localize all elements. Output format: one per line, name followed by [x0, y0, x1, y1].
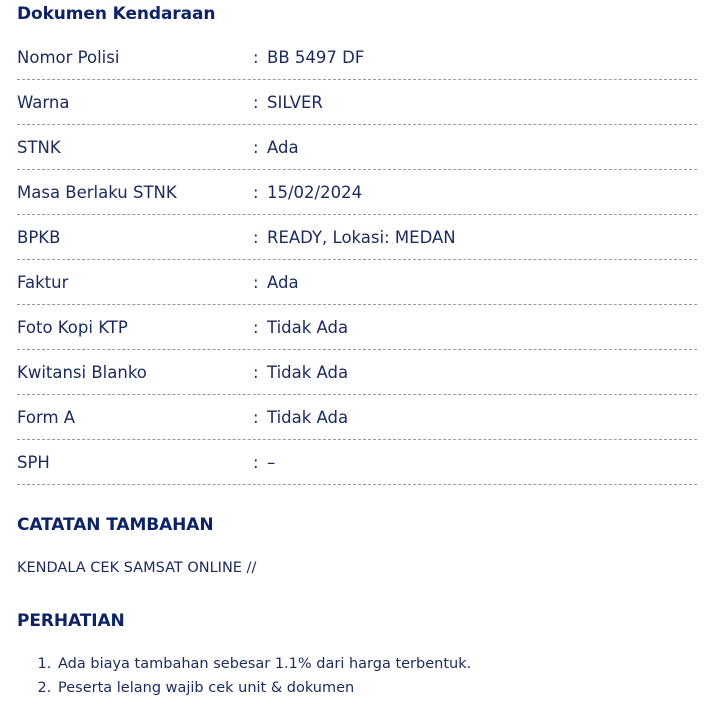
list-item: 1. Ada biaya tambahan sebesar 1.1% dari harga terbentuk.	[56, 652, 471, 676]
row-colon: :	[253, 317, 259, 337]
row-label: Kwitansi Blanko	[17, 362, 147, 382]
row-faktur	[17, 260, 697, 305]
row-label: Warna	[17, 92, 70, 112]
row-colon: :	[253, 362, 259, 382]
row-label: BPKB	[17, 227, 61, 247]
row-masa-berlaku-stnk	[17, 170, 697, 215]
row-bpkb	[17, 215, 697, 260]
row-value: Tidak Ada	[267, 407, 349, 427]
perhatian-list	[17, 652, 471, 700]
row-foto-kopi-ktp	[17, 305, 697, 350]
row-label: Nomor Polisi	[17, 48, 120, 67]
catatan-tambahan-text: KENDALA CEK SAMSAT ONLINE //	[17, 560, 257, 576]
row-colon: :	[253, 182, 259, 202]
row-value: SILVER	[267, 92, 323, 112]
row-value: 15/02/2024	[267, 182, 363, 202]
row-value: Ada	[267, 272, 299, 292]
row-colon: :	[253, 452, 259, 472]
row-colon: :	[253, 48, 259, 67]
row-kwitansi-blanko	[17, 350, 697, 395]
row-form-a	[17, 395, 697, 440]
row-label: Foto Kopi KTP	[17, 317, 128, 337]
list-item: 2. Peserta lelang wajib cek unit & dokumen	[56, 676, 471, 700]
row-value: BB 5497 DF	[267, 48, 365, 67]
perhatian-title: PERHATIAN	[17, 611, 125, 631]
row-label: STNK	[17, 137, 61, 157]
row-sph	[17, 440, 697, 485]
row-value: Tidak Ada	[267, 317, 349, 337]
row-warna	[17, 80, 697, 125]
row-value: READY, Lokasi: MEDAN	[267, 227, 456, 247]
row-colon: :	[253, 92, 259, 112]
row-stnk	[17, 125, 697, 170]
row-value: Tidak Ada	[267, 362, 349, 382]
catatan-tambahan-title: CATATAN TAMBAHAN	[17, 515, 214, 535]
row-nomor-polisi	[17, 36, 697, 80]
dokumen-kendaraan-title: Dokumen Kendaraan	[17, 4, 216, 24]
row-label: SPH	[17, 452, 50, 472]
row-value: –	[267, 452, 276, 472]
row-colon: :	[253, 407, 259, 427]
row-value: Ada	[267, 137, 299, 157]
vehicle-document-table	[17, 36, 697, 485]
row-label: Faktur	[17, 272, 69, 292]
row-colon: :	[253, 272, 259, 292]
row-label: Form A	[17, 407, 76, 427]
row-label: Masa Berlaku STNK	[17, 182, 177, 202]
row-colon: :	[253, 137, 259, 157]
row-colon: :	[253, 227, 259, 247]
